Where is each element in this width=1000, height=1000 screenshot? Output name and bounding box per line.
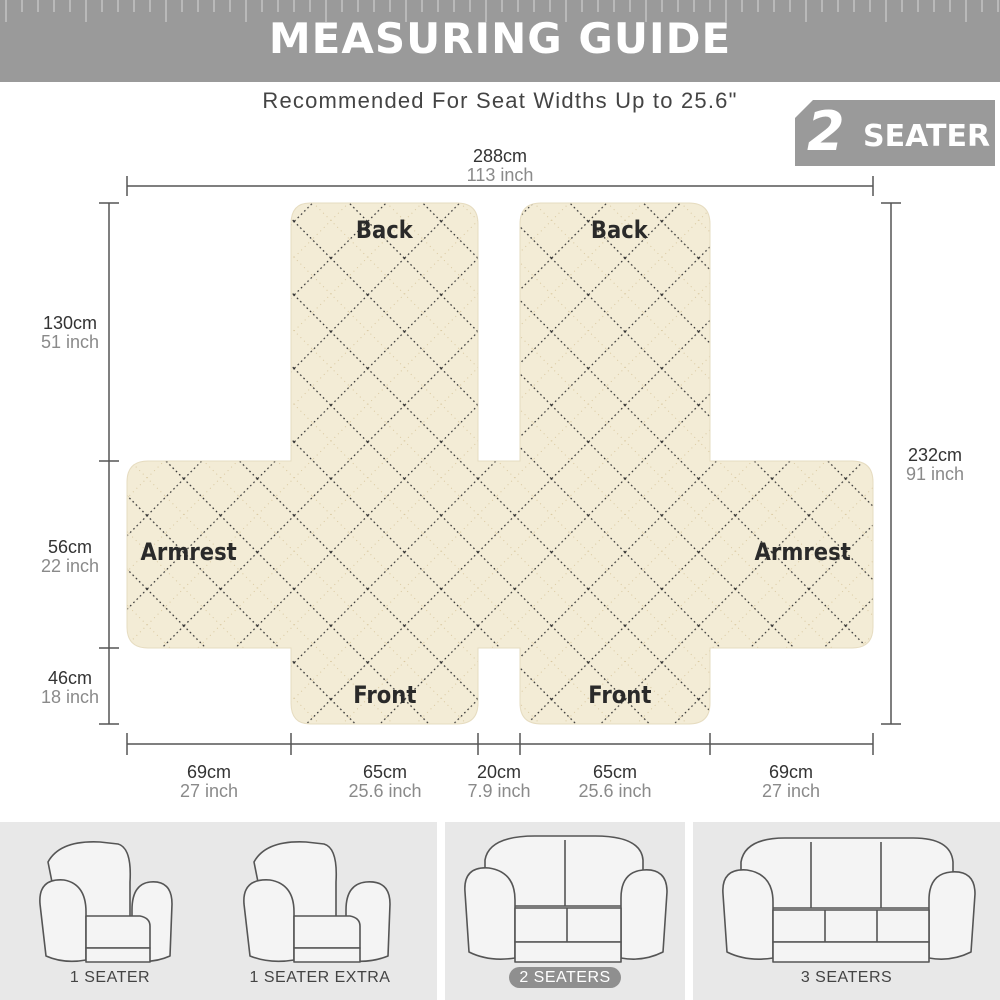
recliner-icon <box>0 822 437 967</box>
dim-seat-left: 65cm 25.6 inch <box>348 762 422 801</box>
front-label-left: Front <box>353 681 417 709</box>
dim-arm-height: 56cm 22 inch <box>40 537 100 576</box>
dim-arm-left: 69cm 27 inch <box>179 762 239 801</box>
armrest-label-right: Armrest <box>754 538 851 566</box>
dim-total-height: 232cm 91 inch <box>905 445 965 484</box>
panel-three-seater <box>693 822 1000 1000</box>
option-1-seater-extra[interactable]: 1 SEATER EXTRA <box>249 969 391 986</box>
dim-arm-right: 69cm 27 inch <box>761 762 821 801</box>
dim-front-height: 46cm 18 inch <box>40 668 100 707</box>
option-3-seaters[interactable]: 3 SEATERS <box>800 969 893 986</box>
badge-label: SEATER <box>863 119 991 154</box>
dim-seat-right: 65cm 25.6 inch <box>578 762 652 801</box>
dim-total-width: 288cm 113 inch <box>466 146 534 185</box>
badge-number: 2 <box>807 100 845 163</box>
option-2-seaters[interactable]: 2 SEATERS <box>445 969 685 987</box>
panel-two-seater <box>445 822 685 1000</box>
panel-one-seater-group <box>0 822 437 1000</box>
page-title: MEASURING GUIDE <box>268 14 732 63</box>
loveseat-icon <box>445 822 685 967</box>
cover-shape <box>127 203 873 724</box>
dim-gap: 20cm 7.9 inch <box>467 762 531 801</box>
back-label-left: Back <box>355 216 413 244</box>
option-1-seater[interactable]: 1 SEATER <box>69 969 151 986</box>
dim-back-height: 130cm 51 inch <box>40 313 100 352</box>
back-label-right: Back <box>590 216 648 244</box>
front-label-right: Front <box>588 681 652 709</box>
sofa-icon <box>693 822 1000 967</box>
armrest-label-left: Armrest <box>140 538 237 566</box>
subtitle: Recommended For Seat Widths Up to 25.6" <box>262 88 738 113</box>
